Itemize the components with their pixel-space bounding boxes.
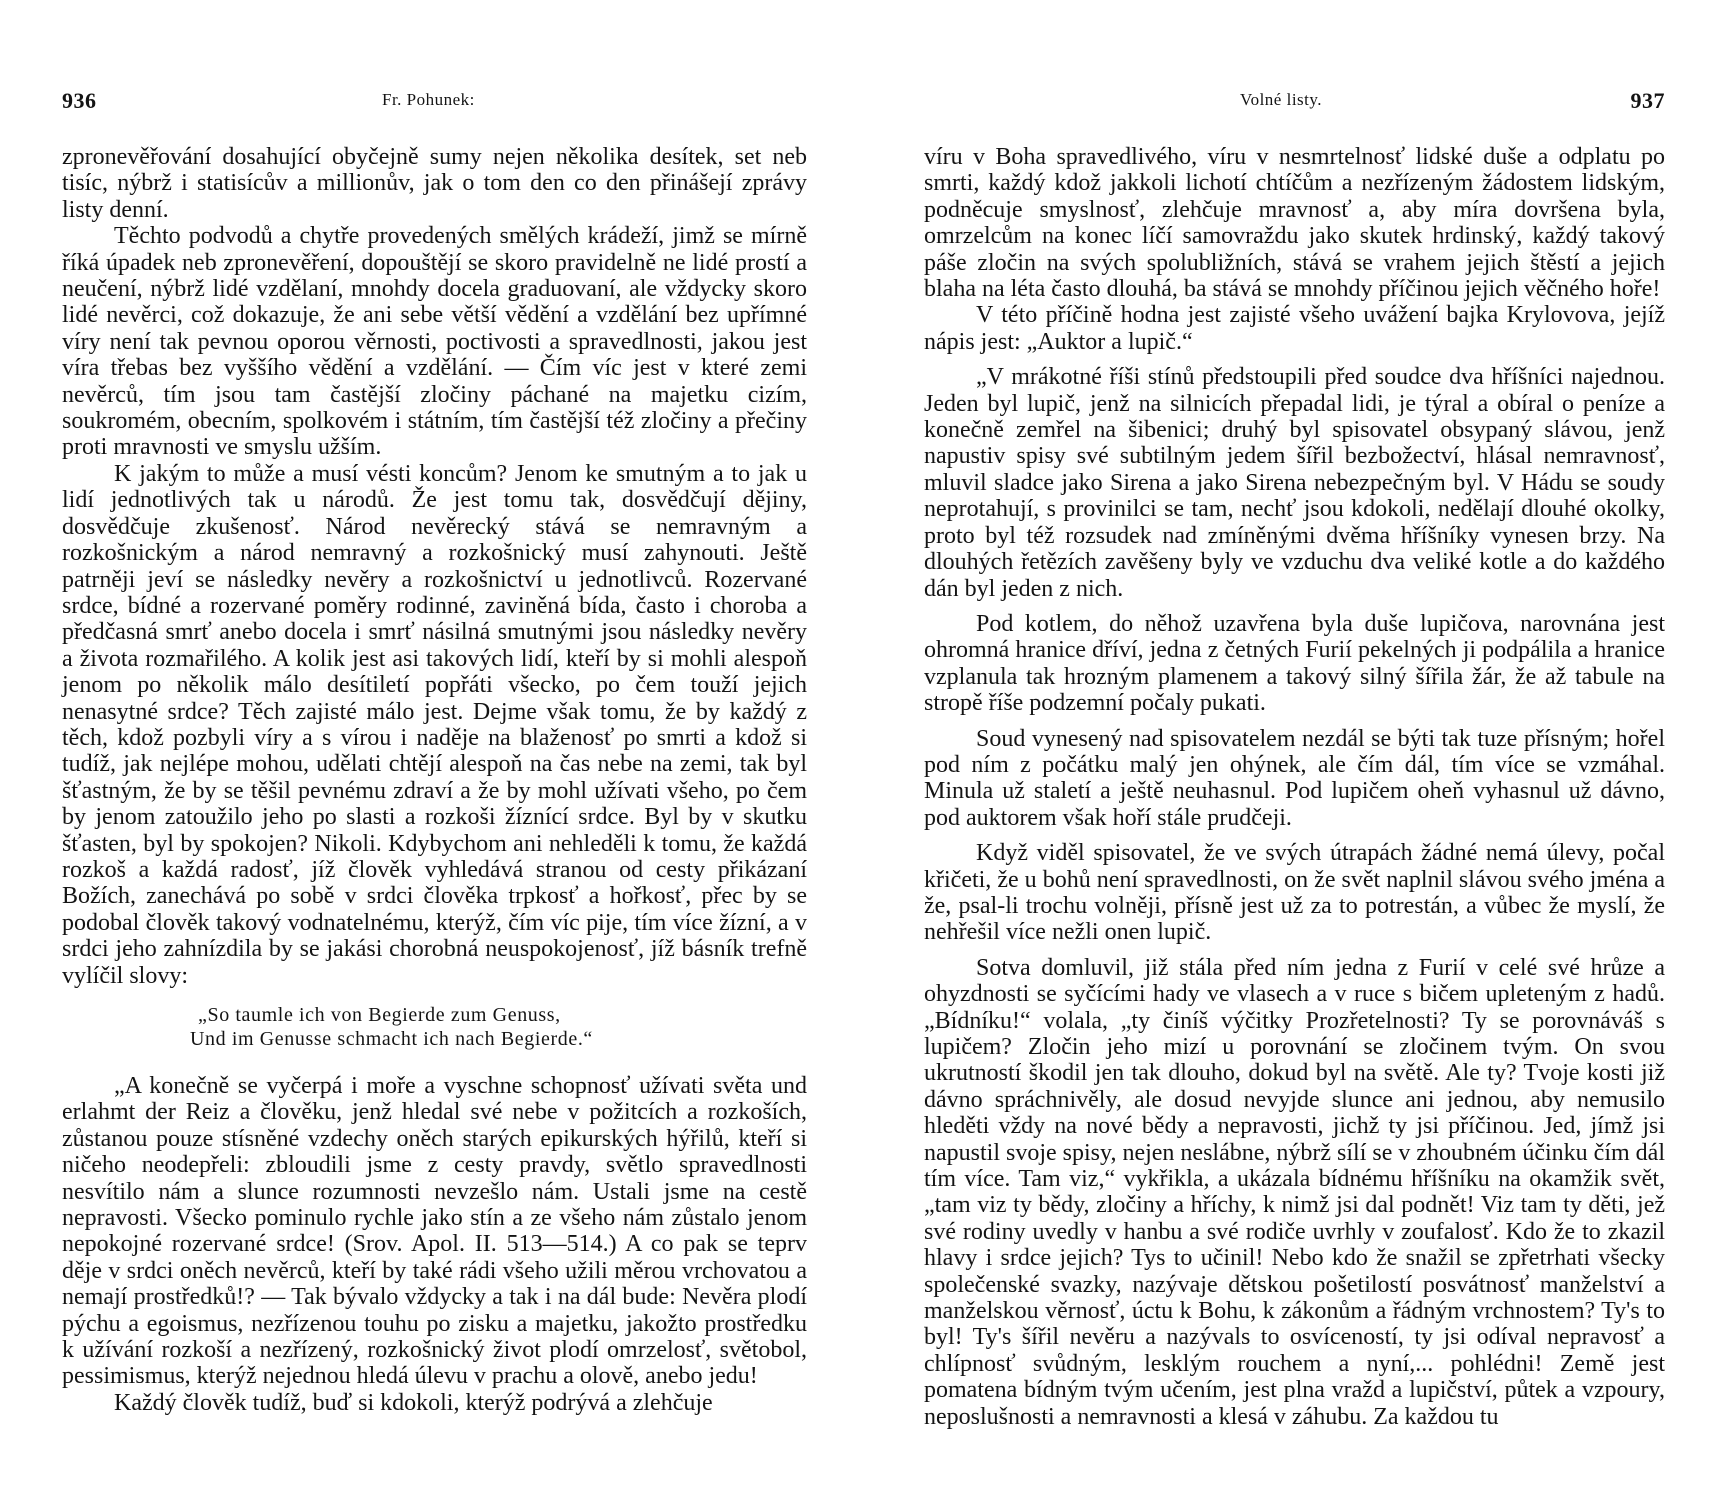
left-page <box>62 88 807 1416</box>
verse-line: „So taumle ich von Begierde zum Genuss, <box>198 1004 561 1026</box>
right-page-number: 937 <box>1630 88 1665 113</box>
paragraph: Těchto podvodů a chytře provedených smělých krádeží, jimž se mírně říká úpadek neb zpronevěření, dopouštějí se skoro pravidelně ne lidé prostí a neučení, nýbrž lidé vzdělaní, mnohdy docela graduovaní, ale vždycky skoro lidé nevěrci, což dokazuje, že ani sebe větší vědění a vzdělání bez upřímné víry není tak pevnou oporou věrnosti, poctivosti a spravedlnosti, jakou jest víra třebas bez vyššího vědění a vzdělání. — Čím víc jest v které zemi nevěrců, tím jsou tam častější zločiny páchané na majetku cizím, soukromém, obecním, spolkovém i státním, tím častější též zločiny a přečiny proti mravnosti ve smyslu užším. <box>62 223 807 461</box>
paragraph: V této příčině hodna jest zajisté všeho uvážení bajka Krylovova, jejíž nápis jest: „Auktor a lupič.“ <box>924 302 1665 355</box>
right-body-text <box>924 144 1665 1430</box>
left-running-title: Fr. Pohunek: <box>382 90 475 109</box>
left-page-number: 936 <box>62 88 97 113</box>
paragraph: „A konečně se vyčerpá i moře a vyschne schopnosť užívati světa und erlahmt der Reiz a člověku, jenž hledal své nebe v požitcích a rozkoších, zůstanou pouze stísněné vzdechy oněch starých epikurských hýřilů, kteří si ničeho neodepřeli: zbloudili jsme z cesty pravdy, světlo spravedlnosti nesvítilo nám a slunce rozumnosti nevzešlo nám. Ustali jsme na cestě nepravosti. Všecko pominulo rychle jako stín a ze všeho nám zůstalo jenom nepokojné rozervané srdce! (Srov. Apol. II. 513—514.) A co pak se teprv děje v srdci oněch nevěrců, kteří by také rádi všeho užili měrou vrchovatou a nemají prostředků!? — Tak bývalo vždycky a tak i na dál bude: Nevěra plodí pýchu a egoismus, nezřízenou touhu po zisku a majetku, jakožto prostředku k užívání rozkoší a nezřízený, rozkošnický život plodí omrzelosť, světobol, pessimismus, kterýž nejednou hledá úlevu v prachu a olově, anebo jedu! <box>62 1073 807 1390</box>
paragraph: víru v Boha spravedlivého, víru v nesmrtelnosť lidské duše a odplatu po smrti, každý kdož jakkoli lichotí chtíčům a nezřízeným žádostem lidským, podněcuje smyslnosť, zlehčuje mravnosť a, aby míra dovršena byla, omrzelcům na konec líčí samovraždu jako skutek hrdinský, každý takový páše zločin na svých spolubližních, stává se vrahem jejich štěstí a jejich blaha na léta často dlouhá, ba stává se mnohdy příčinou jejich věčného hoře! <box>924 144 1665 303</box>
paragraph: K jakým to může a musí vésti koncům? Jenom ke smutným a to jak u lidí jednotlivých tak u národů. Že jest tomu tak, dosvědčují dějiny, dosvědčuje zkušenosť. Národ nevěrecký stává se nemravným a rozkošnickým a národ nemravný a rozkošnický musí zahynouti. Ještě patrněji jeví se následky nevěry a rozkošnictví u jednotlivců. Rozervané srdce, bídné a rozervané poměry rodinné, zaviněná bída, často i choroba a předčasná smrť anebo docela i smrť násilná smutnými jsou následky nevěry a života rozmařilého. A kolik jest asi takových lidí, kteří by si mohli alespoň jenom po několik málo desítiletí popřáti všecko, po čem touží jejich nenasytné srdce? Těch zajisté málo jest. Dejme však tomu, že by každý z těch, kdož pozbyli víry a s vírou i naděje na blaženosť po smrti a kdož si tudíž, jak nejlépe mohou, udělati chtějí alespoň na čas nebe na zemi, tak byl šťastným, že by se těšil pevnému zdraví a že by mohl užívati všeho, po čem by jenom zatoužilo jeho po slasti a rozkoši žíznící srdce. Byl by v skutku šťasten, byl by spokojen? Nikoli. Kdybychom ani nehleděli k tomu, že každá rozkoš a každá radosť, jíž člověk vyhledává stranou od cesty přikázaní Božích, zanechává po sobě v srdci člověka trpkosť a hořkosť, přec by se podobal člověk takový vodnatelnému, kterýž, čím víc pije, tím více žízní, a v srdci jeho zahnízdila by se jakási chorobná neuspokojenosť, jíž básník trefně vylíčil slovy: <box>62 460 807 989</box>
right-running-title: Volné listy. <box>1240 90 1323 109</box>
left-body-text <box>62 144 807 1416</box>
paragraph: Každý člověk tudíž, buď si kdokoli, kterýž podrývá a zlehčuje <box>114 1389 713 1416</box>
paragraph: Když viděl spisovatel, že ve svých útrapách žádné nemá úlevy, počal křičeti, že u bohů není spravedlnosti, on že svět naplnil slávou svého jména a že, psal-li trochu volněji, přísně jest už za to potrestán, a vůbec že myslí, že nehřešil více nežli onen lupič. <box>924 840 1665 946</box>
paragraph: Soud vynesený nad spisovatelem nezdál se býti tak tuze přísným; hořel pod ním z počátku malý jen ohýnek, ale čím dál, tím více se vzmáhal. Minula už staletí a ještě neuhasnul. Pod lupičem oheň vyhasnul už dávno, pod auktorem však hoří stále prudčeji. <box>924 725 1665 831</box>
right-running-head <box>924 88 1665 128</box>
right-page <box>924 88 1665 1430</box>
verse-quote <box>190 1003 807 1051</box>
paragraph: zpronevěřování dosahující obyčejně sumy nejen několika desítek, set neb tisíc, nýbrž i statisícův a millionův, jak o tom den co den přinášejí zprávy listy denní. <box>62 144 807 223</box>
left-running-head <box>62 88 807 128</box>
verse-line: Und im Genusse schmacht ich nach Begierde.“ <box>190 1028 593 1050</box>
paragraph: „V mrákotné říši stínů předstoupili před soudce dva hříšníci najednou. Jeden byl lupič, jenž na silnicích přepadal lidi, je týral a obíral o peníze a konečně zemřel na šibenici; druhý byl spisovatel obsypaný slávou, jenž napustiv spisy své subtilným jedem šířil bezbožectví, hlásal nemravnosť, mluvil sladce jako Sirena a jako Sirena nebezpečným byl. V Hádu se soudy neprotahují, s provinilci se tam, nechť jsou kdokoli, nedělají dlouhé okolky, proto byl též rozsudek nad zmíněnými dvěma hříšníky vynesen brzy. Na dlouhých řetězích zavěšeny byly ve vzduchu dva veliké kotle a do každého dán byl jeden z nich. <box>924 364 1665 602</box>
paragraph: Pod kotlem, do něhož uzavřena byla duše lupičova, narovnána jest ohromná hranice dříví, jedna z četných Furií pekelných ji podpálila a hranice vzplanula tak hrozným plamenem a takový silný šířila žár, že až tabule na stropě říše podzemní počaly pukati. <box>924 610 1665 717</box>
paragraph: Sotva domluvil, již stála před ním jedna z Furií v celé své hrůze a ohyzdnosti se syčícími hady ve vlasech a v ruce s bičem upleteným z hadů. „Bídníku!“ volala, „ty činíš výčitky Prozřetelnosti? Ty se porovnáváš s lupičem? Zločin jeho mizí u porovnání se zločinem tvým. On svou ukrutností škodil jen tak dlouho, dokud byl na světě. Ale ty? Tvoje kosti již dávno spráchnivěly, ale dosud nevyjde slunce ani jednou, aby nemusilo hleděti vždy na nové bědy a nepravosti, jichž ty jsi příčinou. Jed, jímž jsi napustil svoje spisy, nejen neslábne, nýbrž sílí se v zhoubném účinku čím dál tím více. Tam viz,“ vykřikla, a ukázala bídnému hříšníku na okamžik svět, „tam viz ty bědy, zločiny a hříchy, k nimž jsi dal podnět! Viz tam ty děti, jež své rodiny uvedly v hanbu a své rodiče uvrhly v zoufalosť. Kdo že to zkazil hlavy i srdce jejich? Tys to učinil! Nebo kdo že snažil se zpřetrhati všecky společenské svazky, nazývaje dětskou pošetilostí posvátnosť manželství a manželskou věrnosť, úctu k Bohu, k zákonům a řádným vrchnostem? Ty's to byl! Ty's šířil nevěru a nazývals to osvíceností, ty jsi odíval nepravosť a chlípnosť svůdným, lesklým rouchem a nyní,... pohlédni! Země jest pomatena bídným tvým učením, jest plna vražd a lupičství, půtek a vzpoury, neposlušnosti a nemravnosti a klesá v záhubu. Za každou tu <box>924 954 1665 1430</box>
